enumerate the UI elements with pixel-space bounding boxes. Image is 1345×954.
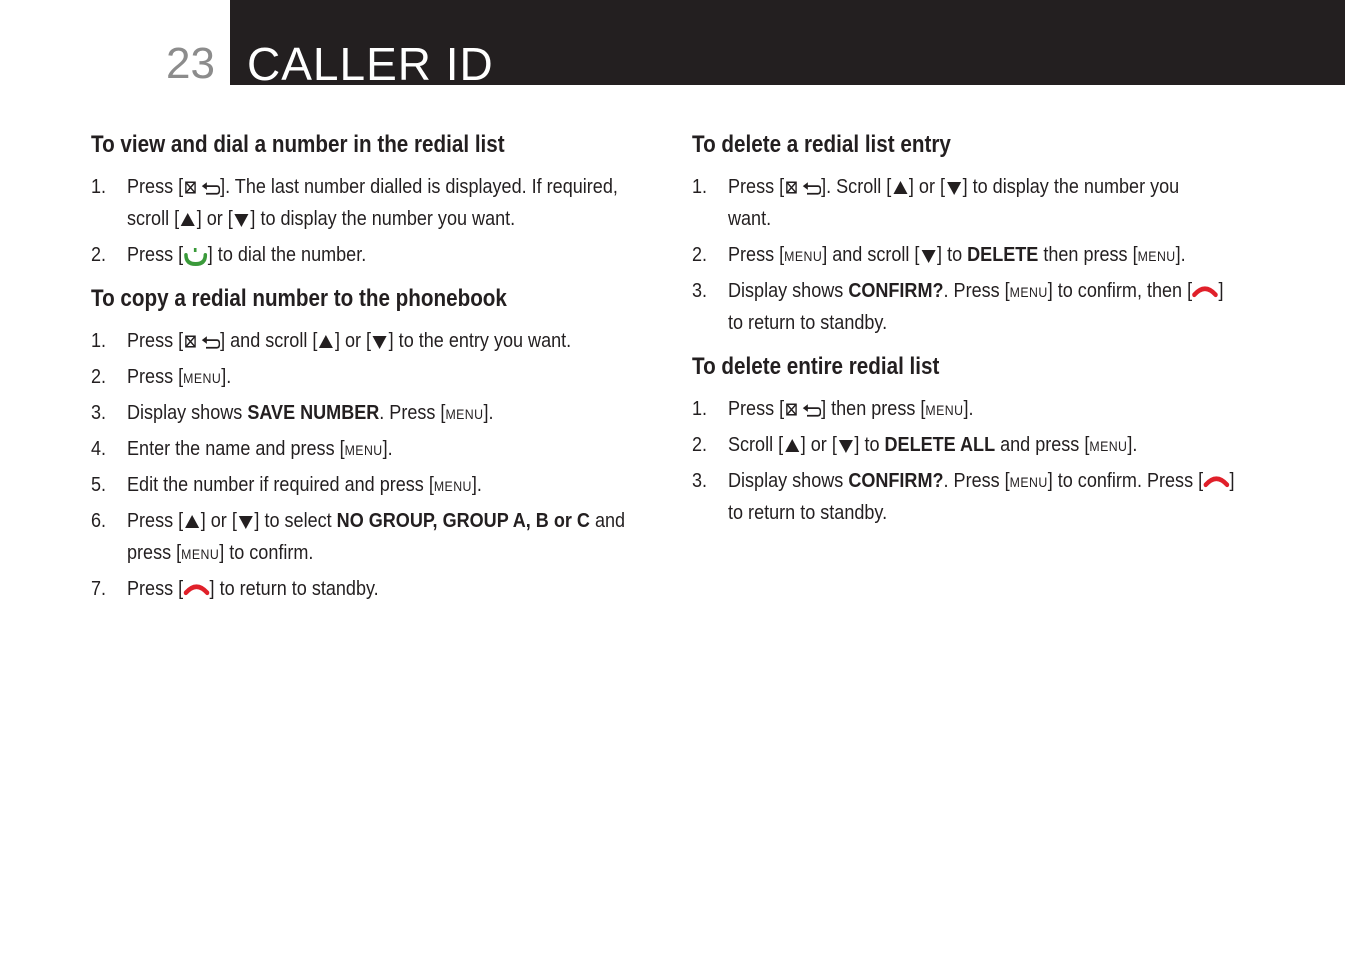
down-arrow-icon [237, 512, 255, 532]
section-heading: To view and dial a number in the redial list [91, 131, 505, 158]
step-number: 1. [91, 329, 107, 352]
step-number: 3. [91, 401, 107, 424]
list-item: 7. Press [ ] to return to standby. [91, 573, 651, 605]
step-number: 3. [692, 279, 708, 302]
step-number: 1. [91, 175, 107, 198]
menu-key-label: menu [1089, 433, 1128, 456]
page-title: CALLER ID [247, 38, 494, 90]
list-item: 3. Display shows SAVE NUMBER. Press [menu]. [91, 397, 651, 429]
list-item: 3. Display shows CONFIRM?. Press [menu] to confirm, then [ ] to return to standby. [692, 275, 1262, 339]
up-arrow-icon [783, 436, 801, 456]
list-item: 2. Press [menu] and scroll [ ] to DELETE then press [menu]. [692, 239, 1262, 271]
red-phone-icon [1203, 472, 1229, 492]
down-arrow-icon [919, 246, 937, 266]
step-number: 6. [91, 509, 107, 532]
step-number: 2. [91, 365, 107, 388]
redial-back-icon [183, 332, 220, 352]
menu-key-label: menu [784, 243, 823, 266]
header-bar [230, 0, 1345, 90]
down-arrow-icon [837, 436, 855, 456]
step-number: 4. [91, 437, 107, 460]
list-item: 1. Press [ ]. The last number dialled is displayed. If required, scroll [ ] or [ ] to display the number you want. [91, 171, 651, 235]
list-item: 1. Press [ ] then press [menu]. [692, 393, 1262, 425]
step-number: 1. [692, 175, 708, 198]
list-item: 4. Enter the name and press [menu]. [91, 433, 651, 465]
up-arrow-icon [179, 210, 197, 230]
list-item: 2. Scroll [ ] or [ ] to DELETE ALL and press [menu]. [692, 429, 1262, 461]
redial-back-icon [784, 400, 821, 420]
red-phone-icon [183, 580, 209, 600]
menu-key-label: menu [181, 541, 220, 564]
section-copy-to-phonebook [91, 279, 651, 605]
menu-key-label: menu [925, 397, 964, 420]
menu-key-label: menu [1137, 243, 1176, 266]
step-number: 3. [692, 469, 708, 492]
redial-back-icon [183, 178, 220, 198]
step-number: 2. [692, 433, 708, 456]
list-item: 1. Press [ ] and scroll [ ] or [ ] to the entry you want. [91, 325, 651, 357]
section-delete-entry [692, 125, 1262, 339]
menu-key-label: menu [1009, 469, 1048, 492]
green-phone-icon [183, 245, 208, 267]
list-item: 5. Edit the number if required and press [menu]. [91, 469, 651, 501]
step-number: 1. [692, 397, 708, 420]
step-number: 2. [91, 243, 107, 266]
menu-key-label: menu [1009, 279, 1048, 302]
section-heading: To delete a redial list entry [692, 131, 951, 158]
left-column [91, 125, 651, 613]
menu-key-label: menu [433, 473, 472, 496]
down-arrow-icon [233, 210, 251, 230]
step-number: 7. [91, 577, 107, 600]
page-number: 23 [166, 39, 215, 88]
step-number: 2. [692, 243, 708, 266]
menu-key-label: menu [445, 401, 484, 424]
up-arrow-icon [317, 332, 335, 352]
section-heading: To delete entire redial list [692, 353, 940, 380]
section-delete-all [692, 347, 1262, 529]
down-arrow-icon [945, 178, 963, 198]
list-item: 3. Display shows CONFIRM?. Press [menu] to confirm. Press [ ] to return to standby. [692, 465, 1262, 529]
redial-back-icon [784, 178, 821, 198]
red-phone-icon [1192, 282, 1218, 302]
list-item: 2. Press [menu]. [91, 361, 651, 393]
up-arrow-icon [183, 512, 201, 532]
section-view-dial [91, 125, 651, 271]
section-heading: To copy a redial number to the phonebook [91, 285, 507, 312]
down-arrow-icon [371, 332, 389, 352]
menu-key-label: menu [344, 437, 383, 460]
step-number: 5. [91, 473, 107, 496]
list-item: 2. Press [ ] to dial the number. [91, 239, 651, 271]
right-column [692, 125, 1262, 537]
list-item: 1. Press [ ]. Scroll [ ] or [ ] to display the number you want. [692, 171, 1262, 235]
list-item: 6. Press [ ] or [ ] to select NO GROUP, GROUP A, B or C and press [menu] to confirm. [91, 505, 651, 569]
up-arrow-icon [891, 178, 909, 198]
menu-key-label: menu [183, 365, 222, 388]
